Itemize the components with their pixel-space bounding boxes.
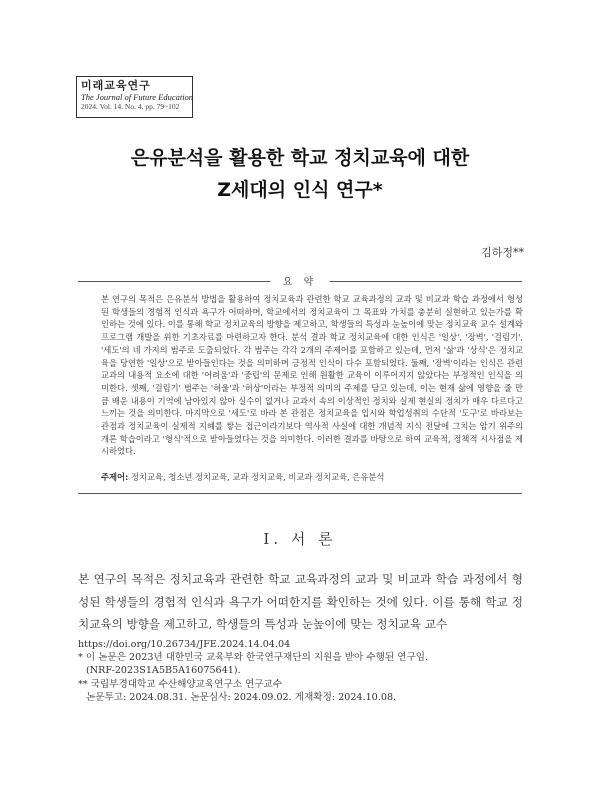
doi-link[interactable]: https://doi.org/10.26734/JFE.2024.14.04.04: [78, 639, 291, 650]
journal-english-name: The Journal of Future Education: [81, 92, 194, 102]
footnote-affiliation: ** 국립부경대학교 수산해양교육연구소 연구교수: [78, 678, 283, 690]
keywords-label: 주제어:: [101, 472, 129, 482]
introduction-body: 본 연구의 목적은 정치교육과 관련한 학교 교육과정의 교과 및 비교과 학습 과정에서 형성된 학생들의 경험적 인식과 욕구가 어떠한지를 확인하는 것에 있다. 이를 통해 학교 정치교육의 방향을 제고하고, 학생들의 특성과 눈높이에 맞는 정치교육 교수: [78, 572, 523, 631]
author-name: 김하정**: [481, 246, 524, 259]
section-heading-introduction: Ⅰ. 서 론: [263, 530, 337, 548]
journal-volume: 2024. Vol. 14, No. 4, pp. 79~102: [81, 102, 180, 111]
abstract-heading: 요 약: [270, 273, 330, 288]
footnote-grant-number: (NRF-2023S1A5B5A16075641).: [86, 665, 241, 677]
abstract-text: 본 연구의 목적은 은유분석 방법을 활용하여 정치교육과 관련한 학교 교육과정의 교과 및 비교과 학습 과정에서 형성된 학생들의 경험적 인식과 욕구가 어떠하며, 학교에서의 정치교육이 그 목표와 가치를 충분히 실현하고 있는가를 확인하는 것에 있다. 이를 통해 학교 정치교육의 방향을 제고하고, 학생들의 특성과 눈높이에 맞는 정치교육 교수 설계와 프로그램 개발을 위한 기초자료를 마련하고자 한다. 분석 결과 학교 정치교육에 대한 인식은 '일상', '장벽', '걸림기', '세도'의 네 가지의 범주로 도출되었다. 각 범주는 각각 2개의 주제어를 포함하고 있는데, 먼저 '삶'과 '상식'은 정치교육을 당연한 '일상'으로 받아들인다는 것을 의미하며 긍정적 인식이 다수 포함되었다. 둘째, '장벽'이라는 인식은 관련 교과의 내용적 요소에 대한 '어려움'과 '중립'의 문제로 인해 원활한 교육이 이루어지지 않았다는 부정적인 인식을 의미한다. 셋째, '걸림기' 범주는 '허울'과 '허상'이라는 부정적 의미의 주제를 담고 있는데, 이는 현재 삶에 영향을 줄 만큼 배운 내용이 기억에 남아있지 않아 실수이 없거나 교과서 속의 이상적인 정치와 실제 현실의 정치가 매우 다르다고 느끼는 것을 의미한다. 마지막으로 '세도'로 바라 본 관점은 정치교육을 입시와 학업성취의 수단적 '도구'로 바라보는 관점과 정치교육이 실제적 지혜를 쌓는 접근이라기보다 역사적 사실에 대한 개념적 지식 전달에 그치는 암기 위주의 개론 학습이라고 '형식'적으로 받아들였다는 것을 의미한다. 이러한 결과를 바탕으로 하여 교육적, 정책적 시사점을 제시하였다.: [101, 294, 524, 457]
abstract-bottom-rule: [78, 493, 522, 494]
footnotes: [78, 638, 523, 704]
submission-dates: 논문투고: 2024.08.31. 논문심사: 2024.09.02. 게재확정: 2024.10.08.: [86, 691, 397, 703]
paper-title-line-2: Z세대의 인식 연구*: [217, 179, 383, 201]
journal-name: 미래교육연구: [81, 79, 151, 92]
footnote-funding: * 이 논문은 2023년 대한민국 교육부와 한국연구재단의 지원을 받아 수행된 연구임.: [78, 652, 429, 664]
keywords: [101, 471, 523, 483]
paper-title-line-1: 은유분석을 활용한 학교 정치교육에 대한: [130, 147, 470, 169]
journal-header-box: [76, 76, 193, 118]
keywords-values: 정치교육, 청소년 정치교육, 교과 정치교육, 비교과 정치교육, 은유분석: [131, 472, 385, 482]
